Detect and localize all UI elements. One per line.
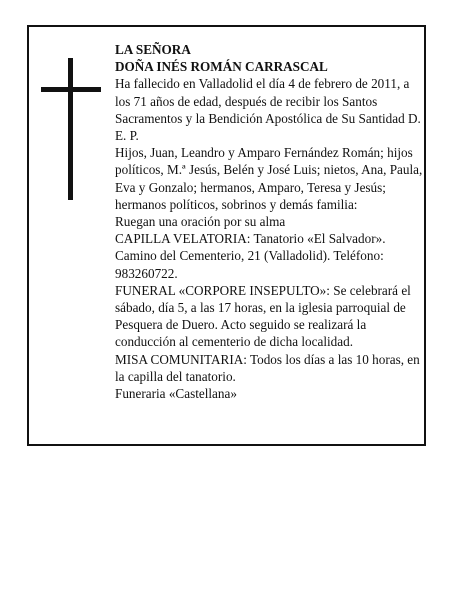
cross-horizontal-bar [41,87,101,92]
cross-vertical-bar [68,58,73,200]
latin-cross-icon [41,58,101,200]
notice-heading: LA SEÑORA [115,42,191,57]
obituary-notice [27,25,426,446]
obituary-text [115,41,425,402]
funeral-home: Funeraria «Castellana» [115,386,237,402]
wake-chapel-info: CAPILLA VELATORIA: Tanatorio «El Salvador». Camino del Cementerio, 21 (Valladolid). Teléfono: 983260722. [115,231,386,281]
death-announcement: Ha fallecido en Valladolid el día 4 de febrero de 2011, a los 71 años de edad, después de recibir los Santos Sacramentos y la Bendición Apostólica de Su Santidad D. E. P. [115,76,421,144]
community-mass-info: MISA COMUNITARIA: Todos los días a las 10 horas, en la capilla del tanatorio. [115,351,420,384]
funeral-info: FUNERAL «CORPORE INSEPULTO»: Se celebrará el sábado, día 5, a las 17 horas, en la iglesia parroquial de Pesquera de Duero. Acto seguido se realizará la conducción al cementerio de dicha localidad. [115,282,411,350]
deceased-name: DOÑA INÉS ROMÁN CARRASCAL [115,59,328,75]
prayer-request: Ruegan una oración por su alma [115,214,286,230]
family-list: Hijos, Juan, Leandro y Amparo Fernández Román; hijos políticos, M.ª Jesús, Belén y José Luis; nietos, Ana, Paula, Eva y Gonzalo; hermanos, Amparo, Teresa y Jesús; hermanos políticos, sobrinos y demás familia: [115,145,423,212]
